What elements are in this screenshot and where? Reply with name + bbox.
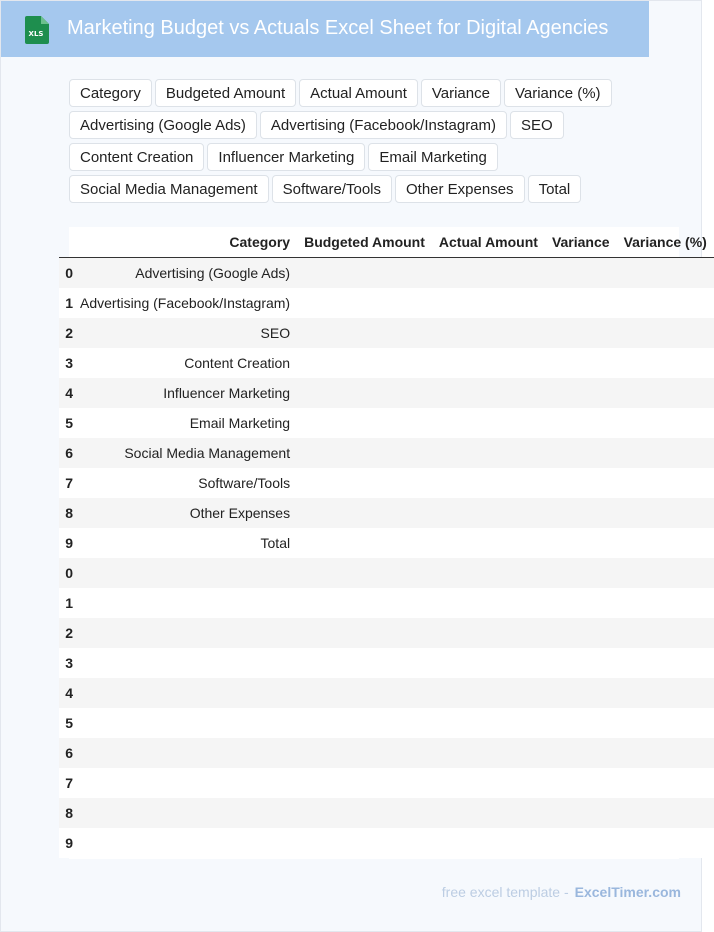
table-cell[interactable] (545, 498, 617, 528)
table-cell[interactable] (297, 348, 432, 378)
footer-brand-link[interactable]: ExcelTimer.com (574, 884, 681, 900)
table-cell[interactable] (297, 708, 432, 738)
column-chip[interactable]: Advertising (Facebook/Instagram) (260, 111, 507, 139)
table-cell[interactable] (617, 258, 714, 289)
table-cell[interactable] (432, 318, 545, 348)
table-cell[interactable] (73, 588, 297, 618)
header-bar (1, 1, 649, 57)
table-row (59, 498, 714, 528)
table-cell[interactable] (545, 528, 617, 558)
table-cell[interactable]: Influencer Marketing (73, 378, 297, 408)
row-index-cell[interactable]: 4 (59, 678, 73, 708)
table-row (59, 468, 714, 498)
table-cell[interactable] (545, 558, 617, 588)
table-cell[interactable]: Other Expenses (73, 498, 297, 528)
row-index-cell[interactable]: 7 (59, 768, 73, 798)
row-index-cell[interactable]: 0 (59, 558, 73, 588)
column-chip[interactable]: Content Creation (69, 143, 204, 171)
row-index-cell[interactable]: 3 (59, 648, 73, 678)
table-cell[interactable] (617, 708, 714, 738)
table-cell[interactable] (617, 348, 714, 378)
table-cell[interactable] (297, 618, 432, 648)
index-header[interactable] (59, 227, 73, 258)
table-row (59, 738, 714, 768)
page-title: Marketing Budget vs Actuals Excel Sheet for Digital Agencies (67, 17, 609, 39)
footer-text: free excel template - (441, 884, 569, 900)
row-index-cell[interactable]: 9 (59, 828, 73, 858)
table-cell[interactable]: Total (73, 528, 297, 558)
table-cell[interactable] (432, 468, 545, 498)
table-cell[interactable]: Social Media Management (73, 438, 297, 468)
table-cell[interactable] (617, 618, 714, 648)
column-chip[interactable]: Advertising (Google Ads) (69, 111, 257, 139)
table-row (59, 288, 714, 318)
table-cell[interactable] (297, 528, 432, 558)
table-cell[interactable] (432, 678, 545, 708)
table-cell[interactable] (617, 528, 714, 558)
row-index-cell[interactable]: 6 (59, 738, 73, 768)
table-cell[interactable] (617, 498, 714, 528)
table-cell[interactable] (617, 468, 714, 498)
table-cell[interactable] (432, 708, 545, 738)
row-index-cell[interactable]: 1 (59, 288, 73, 318)
row-index-cell[interactable]: 8 (59, 498, 73, 528)
table-cell[interactable] (432, 768, 545, 798)
table-cell[interactable] (73, 618, 297, 648)
table-cell[interactable] (432, 588, 545, 618)
table-cell[interactable] (432, 378, 545, 408)
table-cell[interactable] (297, 558, 432, 588)
table-cell[interactable] (297, 678, 432, 708)
svg-text:XLS: XLS (28, 30, 44, 38)
table-cell[interactable] (297, 378, 432, 408)
table-cell[interactable] (545, 318, 617, 348)
column-chip[interactable]: Category (69, 79, 152, 107)
table-row (59, 378, 714, 408)
table-cell[interactable] (545, 288, 617, 318)
table-cell[interactable]: Content Creation (73, 348, 297, 378)
table-cell[interactable] (617, 318, 714, 348)
table-cell[interactable] (73, 648, 297, 678)
table-cell[interactable] (297, 738, 432, 768)
table-body (59, 258, 714, 859)
table-cell[interactable] (545, 708, 617, 738)
row-index-cell[interactable]: 5 (59, 408, 73, 438)
table-cell[interactable] (432, 798, 545, 828)
table-cell[interactable] (297, 468, 432, 498)
row-index-cell[interactable]: 2 (59, 618, 73, 648)
row-index-cell[interactable]: 2 (59, 318, 73, 348)
table-cell[interactable] (617, 798, 714, 828)
table-cell[interactable] (297, 798, 432, 828)
table-row (59, 558, 714, 588)
table-cell[interactable] (73, 828, 297, 858)
table-row (59, 828, 714, 858)
table-cell[interactable] (545, 798, 617, 828)
table-cell[interactable] (617, 828, 714, 858)
table-cell[interactable] (545, 468, 617, 498)
table-cell[interactable] (617, 648, 714, 678)
table-cell[interactable] (432, 648, 545, 678)
column-chip[interactable]: Influencer Marketing (207, 143, 365, 171)
footer (442, 884, 681, 900)
table-cell[interactable] (297, 828, 432, 858)
table-cell[interactable] (617, 408, 714, 438)
table-cell[interactable] (545, 648, 617, 678)
table-cell[interactable] (617, 288, 714, 318)
table-row (59, 408, 714, 438)
row-index-cell[interactable]: 7 (59, 468, 73, 498)
table-cell[interactable] (545, 438, 617, 468)
table-cell[interactable] (617, 438, 714, 468)
row-index-cell[interactable]: 0 (59, 258, 73, 289)
table-row (59, 348, 714, 378)
column-chip[interactable]: Variance (421, 79, 501, 107)
table-cell[interactable] (432, 348, 545, 378)
column-header[interactable]: Category (73, 227, 297, 258)
column-chip[interactable]: Total (528, 175, 582, 203)
table-cell[interactable]: Advertising (Facebook/Instagram) (73, 288, 297, 318)
table-cell[interactable]: Advertising (Google Ads) (73, 258, 297, 289)
data-table-viewport[interactable] (65, 227, 707, 859)
row-index-cell[interactable]: 8 (59, 798, 73, 828)
table-cell[interactable] (73, 798, 297, 828)
table-row (59, 678, 714, 708)
table-cell[interactable] (432, 558, 545, 588)
table-row (59, 528, 714, 558)
column-chip[interactable]: Budgeted Amount (155, 79, 296, 107)
column-chip[interactable]: Actual Amount (299, 79, 418, 107)
table-cell[interactable] (432, 618, 545, 648)
table-cell[interactable]: Software/Tools (73, 468, 297, 498)
column-header[interactable]: Actual Amount (432, 227, 545, 258)
table-cell[interactable] (432, 408, 545, 438)
table-cell[interactable] (545, 768, 617, 798)
table-cell[interactable] (297, 288, 432, 318)
table-header-row (59, 227, 714, 258)
table-cell[interactable] (545, 588, 617, 618)
table-cell[interactable] (432, 528, 545, 558)
row-index-cell[interactable]: 9 (59, 528, 73, 558)
table-cell[interactable] (432, 258, 545, 289)
table-row (59, 648, 714, 678)
table-cell[interactable] (545, 618, 617, 648)
column-chip[interactable]: Variance (%) (504, 79, 612, 107)
row-index-cell[interactable]: 1 (59, 588, 73, 618)
table-row (59, 588, 714, 618)
row-index-cell[interactable]: 3 (59, 348, 73, 378)
table-cell[interactable] (617, 378, 714, 408)
table-cell[interactable] (73, 708, 297, 738)
table-cell[interactable] (545, 258, 617, 289)
data-table (59, 227, 714, 858)
column-header[interactable]: Variance (545, 227, 617, 258)
table-cell[interactable] (617, 588, 714, 618)
table-cell[interactable] (545, 738, 617, 768)
table-cell[interactable] (297, 768, 432, 798)
table-cell[interactable] (432, 738, 545, 768)
table-cell[interactable] (73, 768, 297, 798)
table-row (59, 618, 714, 648)
table-cell[interactable] (617, 768, 714, 798)
table-row (59, 708, 714, 738)
column-chip[interactable]: Software/Tools (272, 175, 392, 203)
table-cell[interactable] (297, 318, 432, 348)
row-index-cell[interactable]: 5 (59, 708, 73, 738)
column-chip[interactable]: Email Marketing (368, 143, 498, 171)
row-index-cell[interactable]: 6 (59, 438, 73, 468)
table-cell[interactable] (545, 378, 617, 408)
column-chip[interactable]: Social Media Management (69, 175, 269, 203)
table-cell[interactable] (73, 738, 297, 768)
table-cell[interactable] (432, 288, 545, 318)
table-row (59, 258, 714, 289)
table-cell[interactable] (545, 828, 617, 858)
table-cell[interactable]: SEO (73, 318, 297, 348)
row-index-cell[interactable]: 4 (59, 378, 73, 408)
column-chip[interactable]: SEO (510, 111, 564, 139)
column-chip[interactable]: Other Expenses (395, 175, 525, 203)
table-cell[interactable] (545, 678, 617, 708)
table-cell[interactable] (73, 678, 297, 708)
xls-file-icon (23, 15, 51, 45)
column-header[interactable]: Variance (%) (617, 227, 714, 258)
table-cell[interactable] (617, 558, 714, 588)
table-cell[interactable] (73, 558, 297, 588)
table-cell[interactable] (297, 258, 432, 289)
table-cell[interactable] (297, 588, 432, 618)
table-cell[interactable] (297, 498, 432, 528)
table-cell[interactable] (297, 438, 432, 468)
table-cell[interactable] (432, 438, 545, 468)
table-cell[interactable] (297, 648, 432, 678)
column-chip-list (69, 79, 693, 203)
column-header[interactable]: Budgeted Amount (297, 227, 432, 258)
table-row (59, 768, 714, 798)
table-cell[interactable] (545, 348, 617, 378)
table-cell[interactable] (432, 498, 545, 528)
table-cell[interactable] (617, 738, 714, 768)
table-row (59, 318, 714, 348)
table-cell[interactable]: Email Marketing (73, 408, 297, 438)
table-row (59, 798, 714, 828)
table-cell[interactable] (432, 828, 545, 858)
table-cell[interactable] (545, 408, 617, 438)
table-cell[interactable] (297, 408, 432, 438)
table-cell[interactable] (617, 678, 714, 708)
table-row (59, 438, 714, 468)
